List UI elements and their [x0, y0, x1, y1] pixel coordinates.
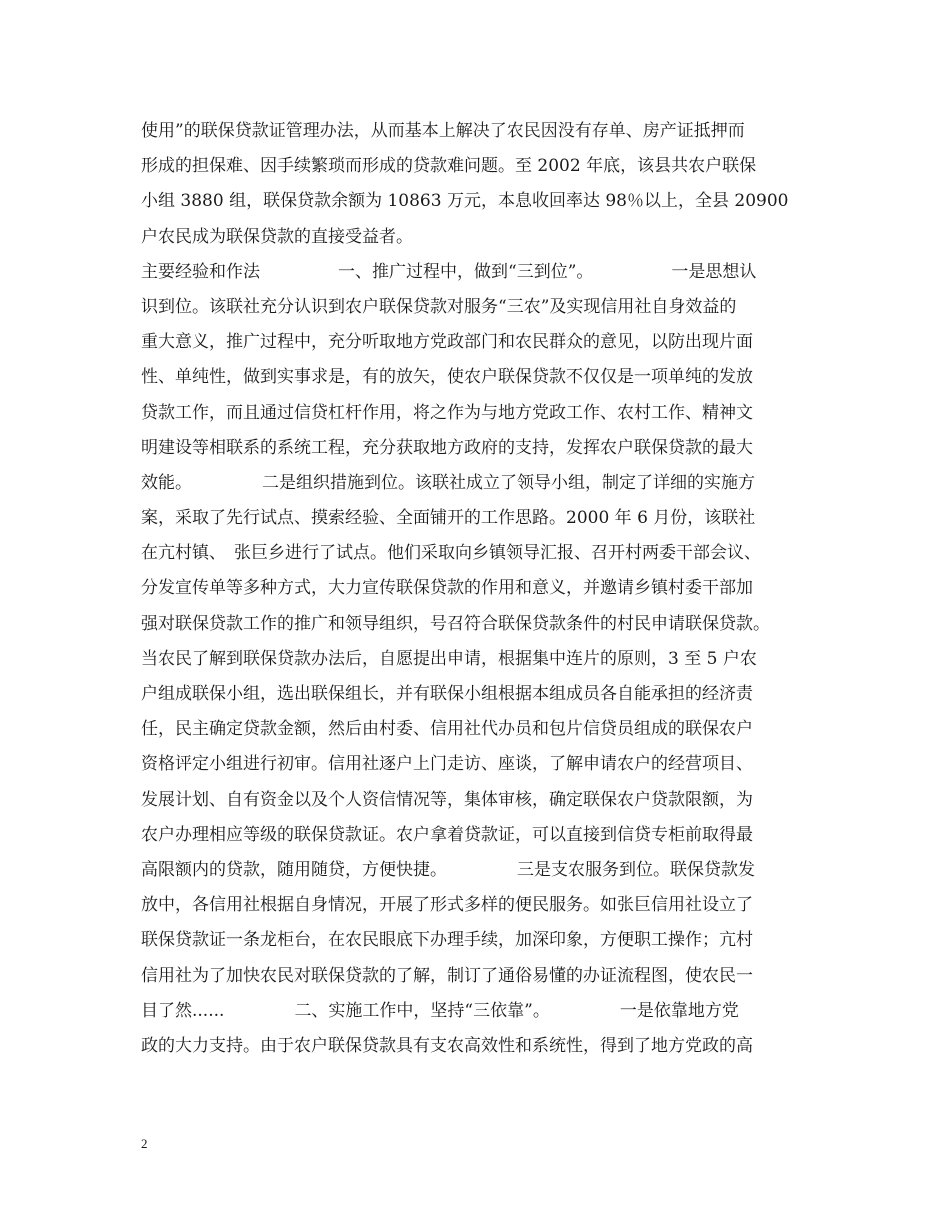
- section-subheading: 二、实施工作中，坚持“三依靠”。: [294, 1000, 550, 1021]
- text-line: 强对联保贷款工作的推广和领导组织，号召符合联保贷款条件的村民申请联保贷款。: [141, 613, 770, 634]
- text-line: 当农民了解到联保贷款办法后，自愿提出申请，根据集中连片的原则，3 至 5 户农: [141, 648, 757, 669]
- section-subheading: 一、推广过程中，做到“三到位”。: [338, 261, 594, 282]
- text-fragment: 效能。: [141, 472, 192, 493]
- text-line: [141, 853, 841, 888]
- text-line: 任，民主确定贷款金额，然后由村委、信用社代办员和包片信贷员组成的联保农户: [141, 719, 753, 740]
- text-fragment: 一是依靠地方党: [619, 1000, 739, 1021]
- text-line: 形成的担保难、因手续繁琐而形成的贷款难问题。至 2002 年底，该县共农户联保: [141, 156, 757, 177]
- text-line: 明建设等相联系的系统工程，充分获取地方政府的支持，发挥农户联保贷款的最大: [141, 437, 753, 458]
- page-number: 2: [141, 1136, 148, 1151]
- text-fragment: 三是支农服务到位。联保贷款发: [517, 859, 755, 880]
- body-text: [141, 114, 841, 1064]
- text-line: 分发宣传单等多种方式，大力宣传联保贷款的作用和意义，并邀请乡镇村委干部加: [141, 578, 753, 599]
- text-line: 性、单纯性，做到实事求是，有的放矢，使农户联保贷款不仅仅是一项单纯的发放: [141, 367, 753, 388]
- text-line: 发展计划、自有资金以及个人资信情况等，集体审核，确定联保农户贷款限额，为: [141, 789, 753, 810]
- text-line: 识到位。该联社充分认识到农户联保贷款对服务“三农”及实现信用社自身效益的: [141, 296, 737, 317]
- text-line: 使用”的联保贷款证管理办法，从而基本上解决了农民因没有存单、房产证抵押而: [141, 121, 745, 141]
- text-line: 联保贷款证一条龙柜台，在农民眼底下办理手续，加深印象，方便职工操作；亢村: [141, 930, 753, 951]
- section-heading: 主要经验和作法: [141, 261, 260, 282]
- text-fragment: 张巨乡进行了试点。他们采取向乡镇领导汇报、召开村两委干部会议、: [234, 543, 761, 564]
- text-line: 信用社为了加快农民对联保贷款的了解，制订了通俗易懂的办证流程图，使农民一: [141, 965, 753, 986]
- text-line: 资格评定小组进行初审。信用社逐户上门走访、座谈，了解申请农户的经营项目、: [141, 754, 753, 775]
- text-line: 重大意义，推广过程中，充分听取地方党政部门和农民群众的意见，以防出现片面: [141, 332, 753, 353]
- text-line: 贷款工作，而且通过信贷杠杆作用，将之作为与地方党政工作、农村工作、精神文: [141, 402, 753, 423]
- text-line: 农户办理相应等级的联保贷款证。农户拿着贷款证，可以直接到信贷专柜前取得最: [141, 824, 753, 845]
- text-fragment: 二是组织措施到位。该联社成立了领导小组，制定了详细的实施方: [262, 472, 755, 493]
- text-line: 户农民成为联保贷款的直接受益者。: [141, 226, 413, 247]
- text-fragment: 高限额内的贷款，随用随贷，方便快捷。: [141, 859, 447, 880]
- text-fragment: 在亢村镇、: [141, 543, 226, 564]
- text-fragment: 一是思想认: [671, 261, 757, 282]
- text-line: 小组 3880 组，联保贷款余额为 10863 万元，本息收回率达 98％以上，全县 20900: [141, 191, 789, 212]
- text-line: [141, 255, 841, 290]
- text-line: [141, 994, 841, 1029]
- text-fragment: 目了然......: [141, 1000, 225, 1021]
- text-line: [141, 536, 841, 571]
- text-line: [141, 466, 841, 501]
- text-line: 政的大力支持。由于农户联保贷款具有支农高效性和系统性，得到了地方党政的高: [141, 1035, 753, 1056]
- text-line: 案，采取了先行试点、摸索经验、全面铺开的工作思路。2000 年 6 月份，该联社: [141, 508, 756, 529]
- text-line: 户组成联保小组，选出联保组长，并有联保小组根据本组成员各自能承担的经济责: [141, 684, 753, 704]
- text-line: 放中，各信用社根据自身情况，开展了形式多样的便民服务。如张巨信用社设立了: [141, 895, 753, 916]
